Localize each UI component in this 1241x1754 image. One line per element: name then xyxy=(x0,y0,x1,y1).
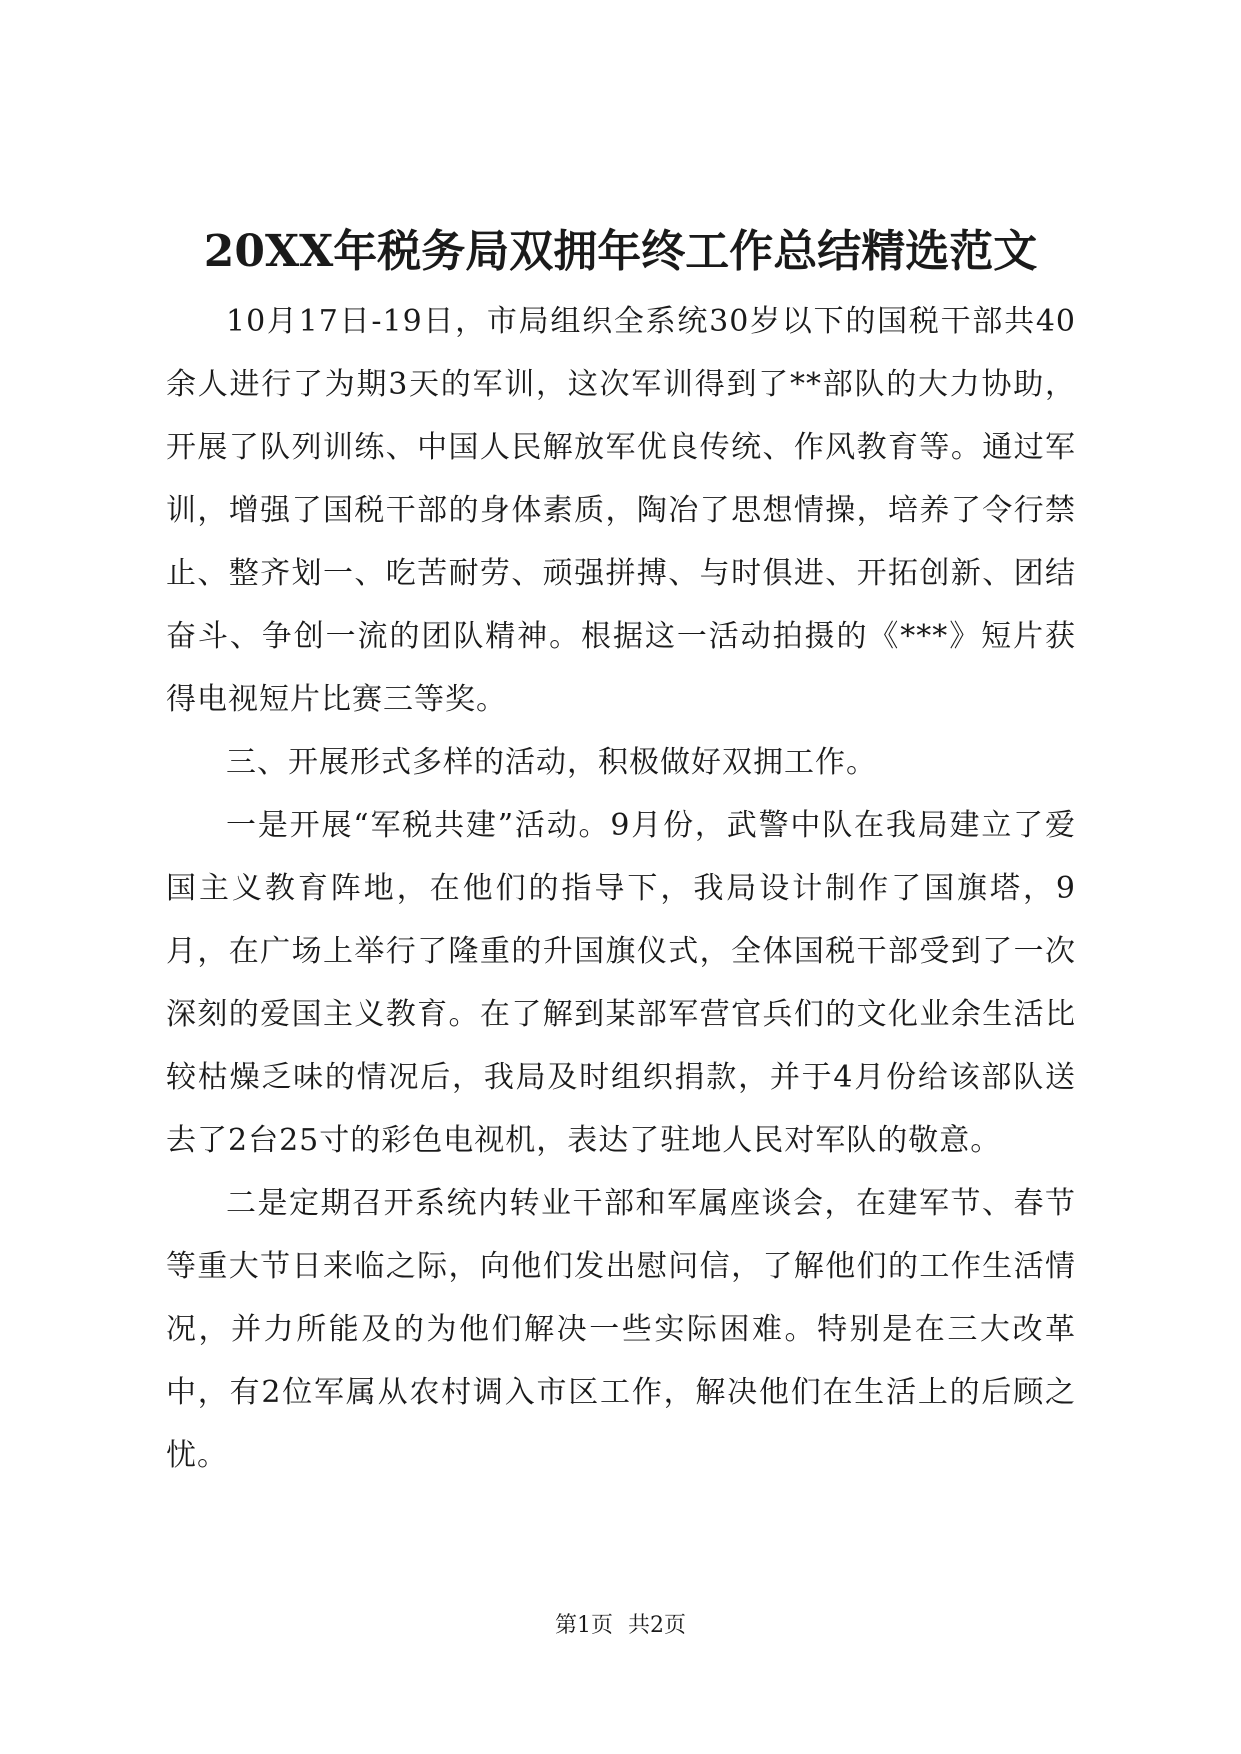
page-total: 共2页 xyxy=(628,1613,686,1638)
paragraph-symposium: 二是定期召开系统内转业干部和军属座谈会，在建军节、春节等重大节日来临之际，向他们发出慰问信，了解他们的工作生活情况，并力所能及的为他们解决一些实际困难。特别是在三大改革中，有2位军属从农村调入市区工作，解决他们在生活上的后顾之忧。 xyxy=(166,1186,1076,1473)
paragraph-military-training: 10月17日-19日，市局组织全系统30岁以下的国税干部共40余人进行了为期3天的军训，这次军训得到了**部队的大力协助，开展了队列训练、中国人民解放军优良传统、作风教育等。通过军训，增强了国税干部的身体素质，陶冶了思想情操，培养了令行禁止、整齐划一、吃苦耐劳、顽强拼搏、与时俱进、开拓创新、团结奋斗、争创一流的团队精神。根据这一活动拍摄的《***》短片获得电视短片比赛三等奖。 xyxy=(166,304,1076,717)
paragraph-section-three-heading: 三、开展形式多样的活动，积极做好双拥工作。 xyxy=(226,745,877,780)
paragraph-joint-construction: 一是开展“军税共建”活动。9月份，武警中队在我局建立了爱国主义教育阵地，在他们的指导下，我局设计制作了国旗塔，9月，在广场上举行了隆重的升国旗仪式，全体国税干部受到了一次深刻的爱国主义教育。在了解到某部军营官兵们的文化业余生活比较枯燥乏味的情况后，我局及时组织捐款，并于4月份给该部队送去了2台25寸的彩色电视机，表达了驻地人民对军队的敬意。 xyxy=(166,808,1076,1158)
document-title: 20XX年税务局双拥年终工作总结精选范文 xyxy=(203,226,1038,277)
page-footer xyxy=(0,1611,1241,1641)
document-body xyxy=(166,290,1076,1487)
page-number: 第1页 xyxy=(555,1613,613,1638)
